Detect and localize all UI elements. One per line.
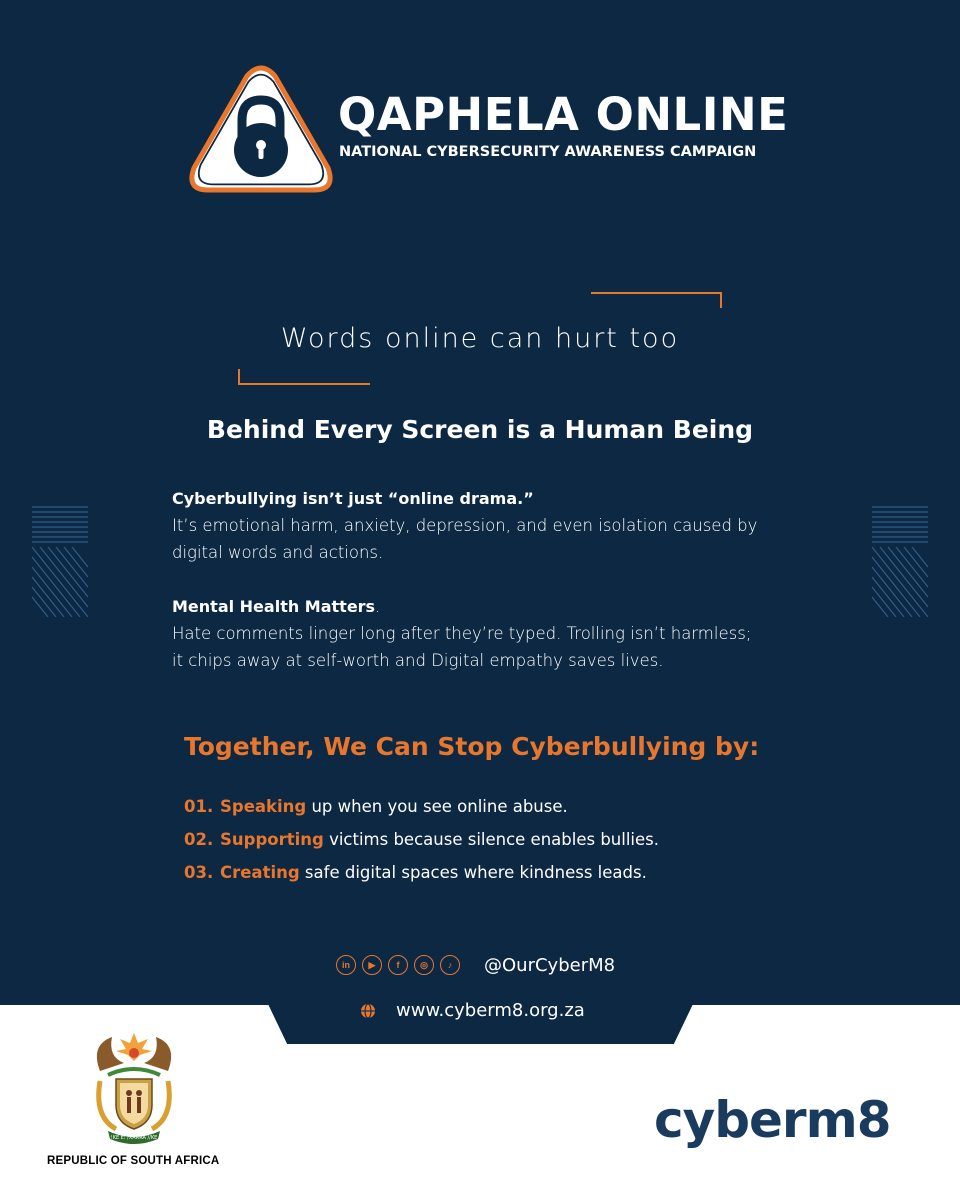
tagline: Words online can hurt too xyxy=(280,323,680,354)
step-text: victims because silence enables bullies. xyxy=(323,830,660,849)
step-text: safe digital spaces where kindness leads. xyxy=(299,863,647,882)
cyberm8-logo xyxy=(654,1082,902,1150)
list-item xyxy=(184,797,659,830)
paragraph-line: Hate comments linger long after they’re typed. Trolling isn’t harmless; xyxy=(172,624,752,643)
step-keyword: Creating xyxy=(220,863,300,882)
campaign-title: QAPHELA ONLINE xyxy=(338,88,789,141)
linkedin-icon[interactable]: in xyxy=(336,955,356,975)
mental-health-paragraph xyxy=(172,593,812,674)
instagram-icon[interactable]: ◎ xyxy=(414,955,434,975)
list-item xyxy=(184,830,659,863)
country-label: REPUBLIC OF SOUTH AFRICA xyxy=(47,1155,220,1167)
facebook-icon[interactable]: f xyxy=(388,955,408,975)
padlock-warning-icon xyxy=(186,64,336,196)
paragraph-heading xyxy=(172,593,812,620)
step-number: 03. xyxy=(184,863,214,882)
campaign-subtitle: NATIONAL CYBERSECURITY AWARENESS CAMPAIGN xyxy=(339,144,757,160)
social-icons xyxy=(336,955,460,975)
paragraph-line: it chips away at self-worth and Digital empathy saves lives. xyxy=(172,651,664,670)
decorative-bracket-bottom xyxy=(238,369,370,385)
step-number: 01. xyxy=(184,797,214,816)
hatch-decoration-right xyxy=(872,505,928,617)
hatch-decoration-left xyxy=(32,505,88,617)
step-keyword: Supporting xyxy=(220,830,324,849)
paragraph-heading-text: Mental Health Matters xyxy=(172,597,376,616)
decorative-bracket-top xyxy=(591,292,722,308)
paragraph-heading: Cyberbullying isn’t just “online drama.” xyxy=(172,489,534,508)
cyberbullying-paragraph xyxy=(172,485,812,566)
coat-of-arms-icon xyxy=(86,1031,182,1147)
website-link[interactable]: www.cyberm8.org.za xyxy=(396,1000,585,1021)
headline: Behind Every Screen is a Human Being xyxy=(206,415,754,444)
social-handle[interactable]: @OurCyberM8 xyxy=(484,955,616,976)
motto-text: !KE E: /XARRA //KE xyxy=(110,1135,158,1141)
paragraph-line: digital words and actions. xyxy=(172,543,384,562)
cyberm8-logo-text: cyberm8 xyxy=(654,1091,891,1149)
step-keyword: Speaking xyxy=(220,797,307,816)
list-item xyxy=(184,863,659,896)
step-number: 02. xyxy=(184,830,214,849)
youtube-icon[interactable]: ▶ xyxy=(362,955,382,975)
cta-title: Together, We Can Stop Cyberbullying by: xyxy=(184,732,760,761)
step-text: up when you see online abuse. xyxy=(306,797,568,816)
tiktok-icon[interactable]: ♪ xyxy=(440,955,460,975)
steps-list xyxy=(184,797,659,896)
paragraph-heading-suffix: . xyxy=(375,597,381,616)
paragraph-line: It’s emotional harm, anxiety, depression, and even isolation caused by xyxy=(172,516,758,535)
